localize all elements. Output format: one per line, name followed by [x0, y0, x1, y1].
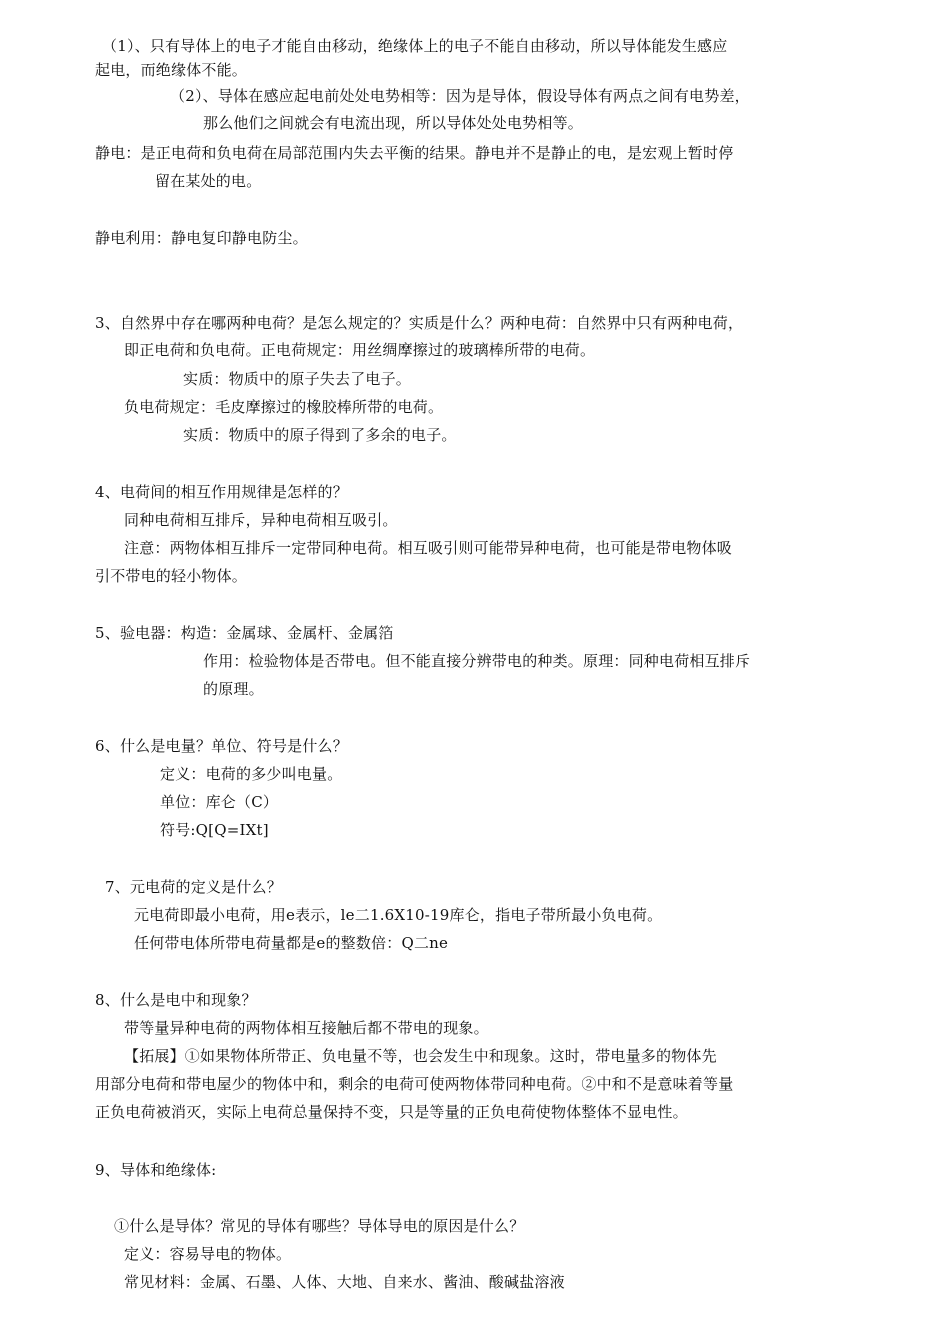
text-line: 符号:Q[Q=IXt] — [160, 821, 269, 839]
text-line: 【拓展】①如果物体所带正、负电量不等，也会发生中和现象。这时，带电量多的物体先 — [124, 1047, 717, 1065]
text-line: 单位：库仑（C） — [160, 793, 279, 811]
text-line: 8、什么是电中和现象？ — [95, 991, 257, 1009]
text-line: 元电荷即最小电荷，用e表示，le二1.6X10-19库仑，指电子带所最小负电荷。 — [134, 906, 663, 924]
text-line: （2）、导体在感应起电前处处电势相等：因为是导体，假设导体有两点之间有电势差， — [170, 87, 750, 105]
text-line: 9、导体和绝缘体: — [95, 1161, 217, 1179]
text-line: ①什么是导体？常见的导体有哪些？导体导电的原因是什么？ — [114, 1217, 525, 1235]
text-line: 静电：是正电荷和负电荷在局部范围内失去平衡的结果。静电并不是静止的电，是宏观上暂时停 — [95, 144, 734, 162]
text-line: 静电利用：静电复印静电防尘。 — [95, 229, 308, 247]
text-line: 7、元电荷的定义是什么？ — [105, 878, 282, 896]
text-line: 负电荷规定：毛皮摩擦过的橡胶棒所带的电荷。 — [124, 398, 444, 416]
text-line: 4、电荷间的相互作用规律是怎样的？ — [95, 483, 348, 501]
text-line: 3、自然界中存在哪两种电荷？是怎么规定的？实质是什么？两种电荷：自然界中只有两种电荷， — [95, 314, 744, 332]
text-line: 实质：物质中的原子失去了电子。 — [183, 370, 412, 388]
text-line: 6、什么是电量？单位、符号是什么？ — [95, 737, 348, 755]
text-line: 任何带电体所带电荷量都是e的整数倍：Q二ne — [134, 934, 449, 952]
text-line: 定义：电荷的多少叫电量。 — [160, 765, 343, 783]
text-line: 正负电荷被消灭，实际上电荷总量保持不变，只是等量的正负电荷使物体整体不显电性。 — [95, 1103, 688, 1121]
text-line: 带等量异种电荷的两物体相互接触后都不带电的现象。 — [124, 1019, 489, 1037]
text-line: 即正电荷和负电荷。正电荷规定：用丝绸摩擦过的玻璃棒所带的电荷。 — [124, 341, 596, 359]
text-line: （1）、只有导体上的电子才能自由移动，绝缘体上的电子不能自由移动，所以导体能发生感应 — [102, 37, 728, 55]
text-line: 5、验电器：构造：金属球、金属杆、金属箔 — [95, 624, 394, 642]
text-line: 那么他们之间就会有电流出现，所以导体处处电势相等。 — [203, 114, 584, 132]
text-line: 常见材料：金属、石墨、人体、大地、自来水、酱油、酸碱盐溶液 — [124, 1273, 565, 1291]
text-line: 注意：两物体相互排斥一定带同种电荷。相互吸引则可能带异种电荷，也可能是带电物体吸 — [124, 539, 733, 557]
text-line: 同种电荷相互排斥，异种电荷相互吸引。 — [124, 511, 398, 529]
text-line: 的原理。 — [203, 680, 264, 698]
text-line: 用部分电荷和带电屋少的物体中和，剩余的电荷可使两物体带同种电荷。②中和不是意味着等量 — [95, 1075, 734, 1093]
text-line: 作用：检验物体是否带电。但不能直接分辨带电的种类。原理：同种电荷相互排斥 — [203, 652, 751, 670]
text-line: 起电，而绝缘体不能。 — [95, 61, 248, 79]
text-line: 引不带电的轻小物体。 — [95, 567, 248, 585]
text-line: 留在某处的电。 — [155, 172, 262, 190]
text-line: 定义：容易导电的物体。 — [124, 1245, 292, 1263]
text-line: 实质：物质中的原子得到了多余的电子。 — [183, 426, 457, 444]
